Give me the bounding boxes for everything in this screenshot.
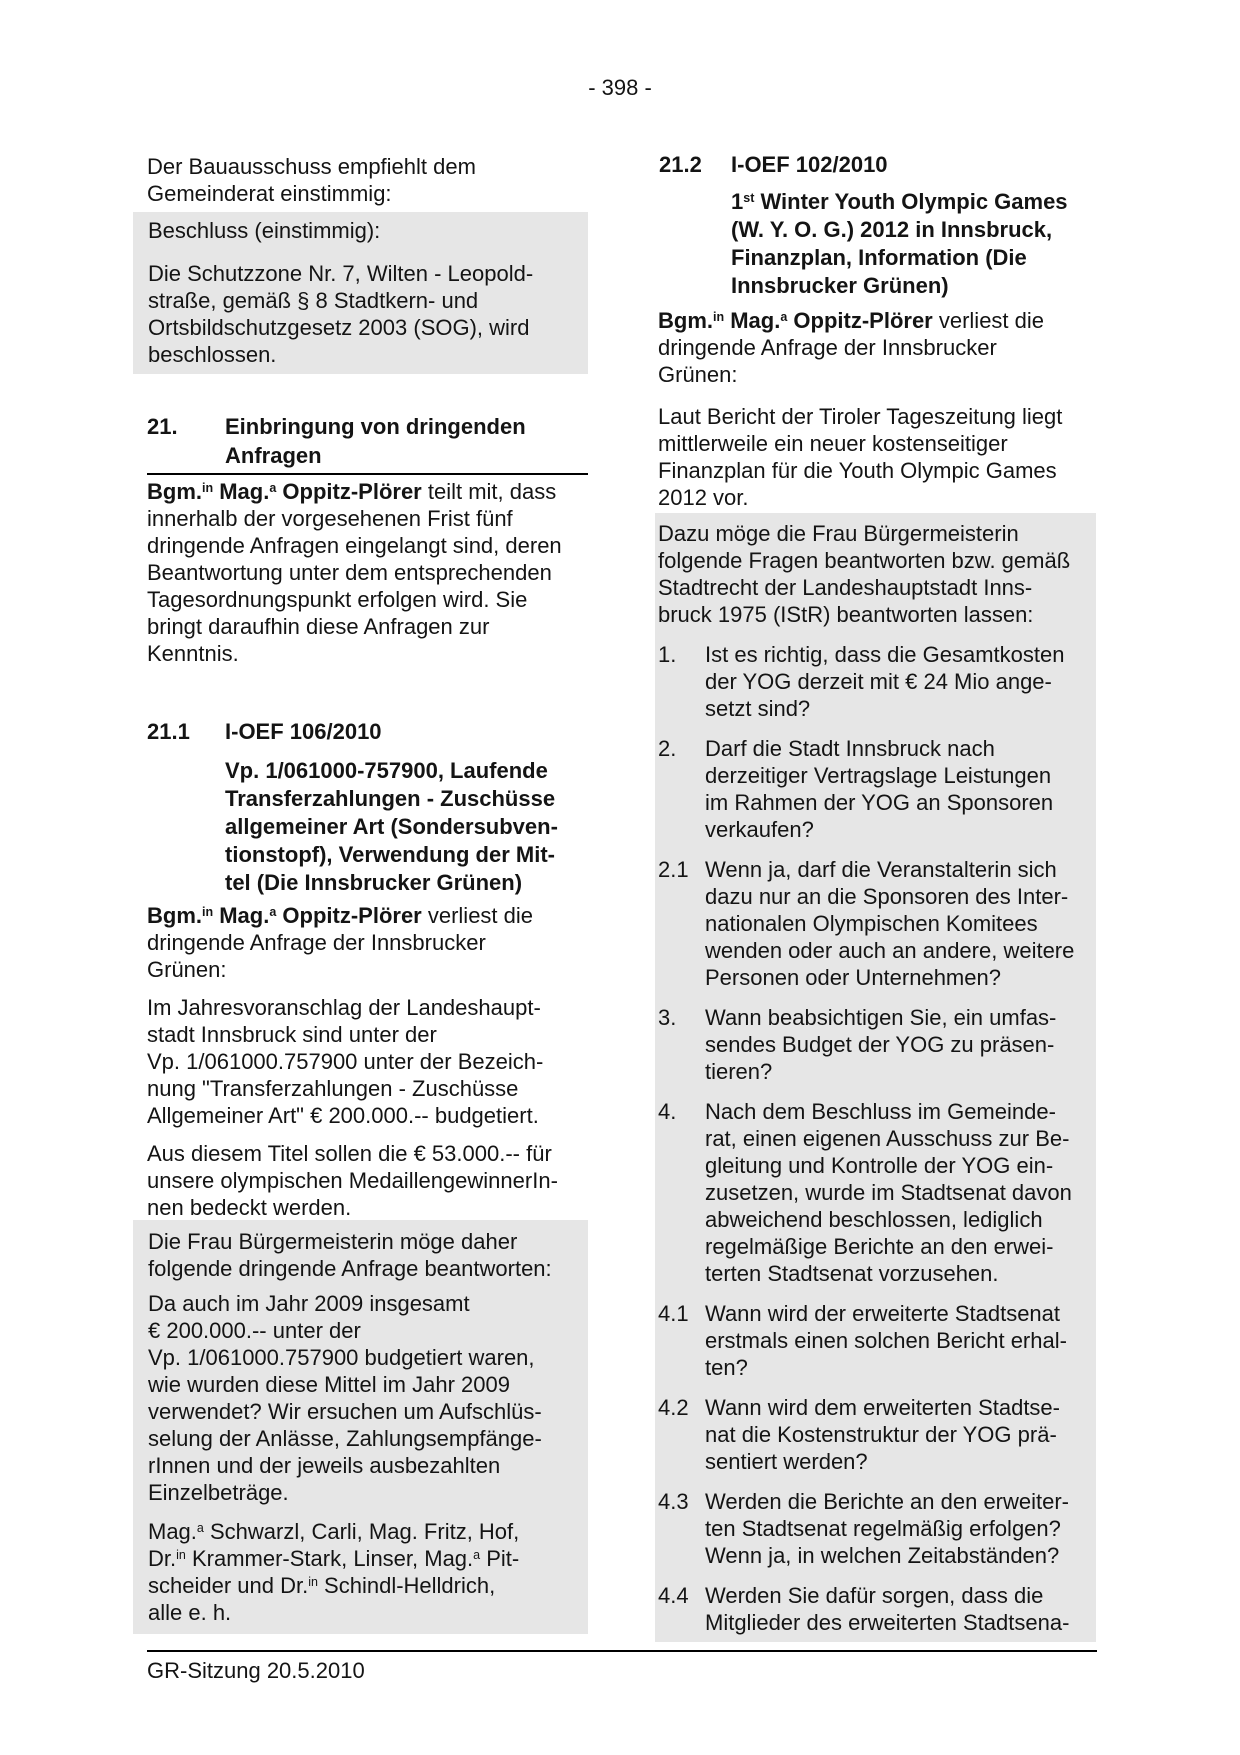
resolution-body: Die Schutzzone Nr. 7, Wilten - Leopold- straße, gemäß § 8 Stadtkern- und Ortsbildschutzgesetz 2003 (SOG), wird beschlossen. [148,261,534,367]
resolution-title: Beschluss (einstimmig): [148,218,381,243]
question-item [658,1300,1090,1381]
page-number: - 398 - [588,75,652,100]
question-number: 4.3 [658,1489,689,1514]
question-text: Nach dem Beschluss im Gemeinde- rat, einen eigenen Ausschuss zur Be- gleitung und Kontrolle der YOG ein- zusetzen, wurde im Stadtsenat davon abweichend beschlossen, lediglich regelmäßige Berichte an den erwei- terten Stadtsenat vorzusehen. [705,1099,1072,1286]
medals-paragraph: Aus diesem Titel sollen die € 53.000.-- für unsere olympischen MedaillengewinnerIn- nen bedeckt werden. [147,1141,558,1220]
question-item [658,1582,1090,1636]
question-text: Werden die Berichte an den erweiter- ten Stadtsenat regelmäßig erfolgen? Wenn ja, in welchen Zeitabständen? [705,1489,1070,1568]
questions-intro: Dazu möge die Frau Bürgermeisterin folgende Fragen beantworten bzw. gemäß Stadtrecht der Landeshauptstadt Inns- bruck 1975 (IStR) beantworten lassen: [658,521,1071,627]
question-item [658,1004,1090,1085]
section-21-intro-paragraph: Bgm.$^{in}$ Mag.$^a$ Oppitz-Plörer teilt mit, dass innerhalb der vorgesehenen Frist fünf dringende Anfragen eingelangt sind, deren Beantwortung unter dem entsprechenden Tagesordnungspunkt erfolgen wird. Sie bringt daraufhin diese Anfragen zur Kenntnis. [147,479,562,666]
inquiry-body: Da auch im Jahr 2009 insgesamt € 200.000.-- unter der Vp. 1/061000.757900 budgetiert waren, wie wurden diese Mittel im Jahr 2009 verwendet? Wir ersuchen um Aufschlüs- selung der Anlässe, Zahlungsempfänge- rInnen und der jeweils ausbezahlten Einzelbeträge. [148,1291,542,1505]
questions-box [655,513,1096,1642]
section-21-2-code: I-OEF 102/2010 [731,152,888,177]
question-item [658,1394,1090,1475]
section-21-1-speaker-paragraph: Bgm.$^{in}$ Mag.$^a$ Oppitz-Plörer verliest die dringende Anfrage der Innsbrucker Grünen: [147,903,534,982]
question-number: 2.1 [658,857,689,882]
section-21-title: Einbringung von dringenden Anfragen [225,414,526,468]
question-number: 2. [658,736,677,761]
question-number: 4.1 [658,1301,689,1326]
section-21-2-speaker-paragraph: Bgm.$^{in}$ Mag.$^a$ Oppitz-Plörer verliest die dringende Anfrage der Innsbrucker Grünen: [658,308,1045,387]
question-text: Wann wird der erweiterte Stadtsenat erstmals einen solchen Bericht erhal- ten? [705,1301,1067,1380]
question-item [658,735,1090,843]
section-21-1-subject: Vp. 1/061000-757900, Laufende Transferzahlungen - Zuschüsse allgemeiner Art (Sondersubven- tionstopf), Verwendung der Mit- tel (Die Innsbrucker Grünen) [225,758,558,895]
section-21-number: 21. [147,414,178,439]
inquiry-box [133,1220,588,1634]
footer-rule [147,1650,1097,1652]
question-text: Darf die Stadt Innsbruck nach derzeitiger Vertragslage Leistungen im Rahmen der YOG an Sponsoren verkaufen? [705,736,1054,842]
question-number: 1. [658,642,677,667]
question-text: Wenn ja, darf die Veranstalterin sich dazu nur an die Sponsoren des Inter- nationalen Olympischen Komitees wenden oder auch an andere, weitere Personen oder Unternehmen? [705,857,1075,990]
section-21-1-heading [147,717,382,746]
question-item [658,641,1090,722]
footer-text: GR-Sitzung 20.5.2010 [147,1658,365,1683]
question-text: Wann beabsichtigen Sie, ein umfas- sendes Budget der YOG zu präsen- tieren? [705,1005,1057,1084]
resolution-box [133,212,588,374]
press-paragraph: Laut Bericht der Tiroler Tageszeitung liegt mittlerweile ein neuer kostenseitiger Finanzplan für die Youth Olympic Games 2012 vor. [658,404,1063,510]
budget-paragraph: Im Jahresvoranschlag der Landeshaupt- stadt Innsbruck sind unter der Vp. 1/061000.757900 unter der Bezeich- nung "Transferzahlungen - Zuschüsse Allgemeiner Art" € 200.000.-- budgetiert. [147,995,544,1128]
question-item [658,856,1090,991]
section-21-2-subject: 1st Winter Youth Olympic Games (W. Y. O. G.) 2012 in Innsbruck, Finanzplan, Information (Die Innsbrucker Grünen) [731,189,1068,298]
question-number: 4.4 [658,1583,689,1608]
question-number: 3. [658,1005,677,1030]
left-intro-paragraph: Der Bauausschuss empfiehlt dem Gemeinderat einstimmig: [147,154,476,206]
question-text: Werden Sie dafür sorgen, dass die Mitglieder des erweiterten Stadtsena- [705,1583,1070,1635]
section-21-heading [147,412,588,475]
section-21-2-number: 21.2 [659,152,702,177]
question-text: Wann wird dem erweiterten Stadtse- nat die Kostenstruktur der YOG prä- sentiert werden? [705,1395,1060,1474]
question-number: 4. [658,1099,677,1124]
question-text: Ist es richtig, dass die Gesamtkosten der YOG derzeit mit € 24 Mio ange- setzt sind? [705,642,1065,721]
section-21-2-heading [659,150,888,179]
question-item [658,1098,1090,1287]
inquiry-signatures: Mag.$^a$ Schwarzl, Carli, Mag. Fritz, Hof, Dr.$^{in}$ Krammer-Stark, Linser, Mag.$^a$ Pit- scheider und Dr.$^{in}$ Schindl-Helldrich, alle e. h. [148,1519,520,1625]
question-number: 4.2 [658,1395,689,1420]
section-21-1-number: 21.1 [147,719,190,744]
section-21-1-code: I-OEF 106/2010 [225,719,382,744]
question-item [658,1488,1090,1569]
inquiry-intro: Die Frau Bürgermeisterin möge daher folgende dringende Anfrage beantworten: [148,1229,552,1281]
